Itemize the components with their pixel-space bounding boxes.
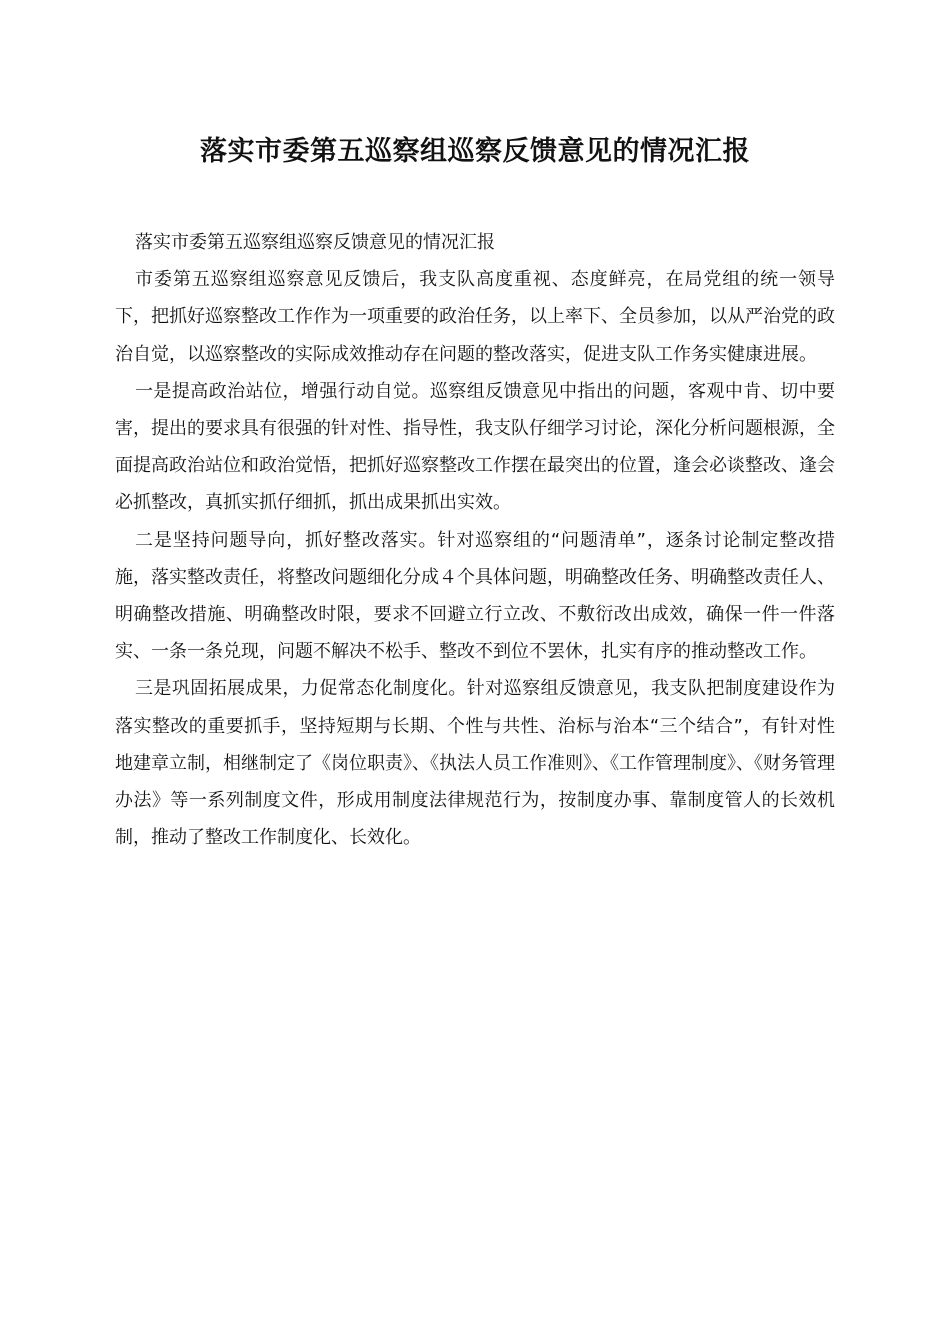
document-title: 落实市委第五巡察组巡察反馈意见的情况汇报 bbox=[200, 136, 750, 167]
paragraph-point-two: 二是坚持问题导向，抓好整改落实。针对巡察组的“问题清单”，逐条讨论制定整改措施，落实整改责任，将整改问题细化分成４个具体问题，明确整改任务、明确整改责任人、明确整改措施、明确整改时限，要求不回避立行立改、不敷衍改出成效，确保一件一件落实、一条一条兑现，问题不解决不松手、整改不到位不罢休，扎实有序的推动整改工作。 bbox=[115, 529, 835, 663]
paragraph-subtitle: 落实市委第五巡察组巡察反馈意见的情况汇报 bbox=[135, 232, 495, 253]
paragraph-intro: 市委第五巡察组巡察意见反馈后，我支队高度重视、态度鲜亮，在局党组的统一领导下，把抓好巡察整改工作作为一项重要的政治任务，以上率下、全员参加，以从严治党的政治自觉，以巡察整改的实际成效推动存在问题的整改落实，促进支队工作务实健康进展。 bbox=[115, 269, 835, 365]
paragraph-point-one: 一是提高政治站位，增强行动自觉。巡察组反馈意见中指出的问题，客观中肯、切中要害，提出的要求具有很强的针对性、指导性，我支队仔细学习讨论，深化分析问题根源，全面提高政治站位和政治觉悟，把抓好巡察整改工作摆在最突出的位置，逢会必谈整改、逢会必抓整改，真抓实抓仔细抓，抓出成果抓出实效。 bbox=[115, 380, 835, 514]
document-body bbox=[115, 224, 835, 856]
paragraph-point-three: 三是巩固拓展成果，力促常态化制度化。针对巡察组反馈意见，我支队把制度建设作为落实整改的重要抓手，坚持短期与长期、个性与共性、治标与治本“三个结合”，有针对性地建章立制，相继制定了《岗位职责》、《执法人员工作准则》、《工作管理制度》、《财务管理办法》等一系列制度文件，形成用制度法律规范行为，按制度办事、靠制度管人的长效机制，推动了整改工作制度化、长效化。 bbox=[115, 678, 835, 849]
